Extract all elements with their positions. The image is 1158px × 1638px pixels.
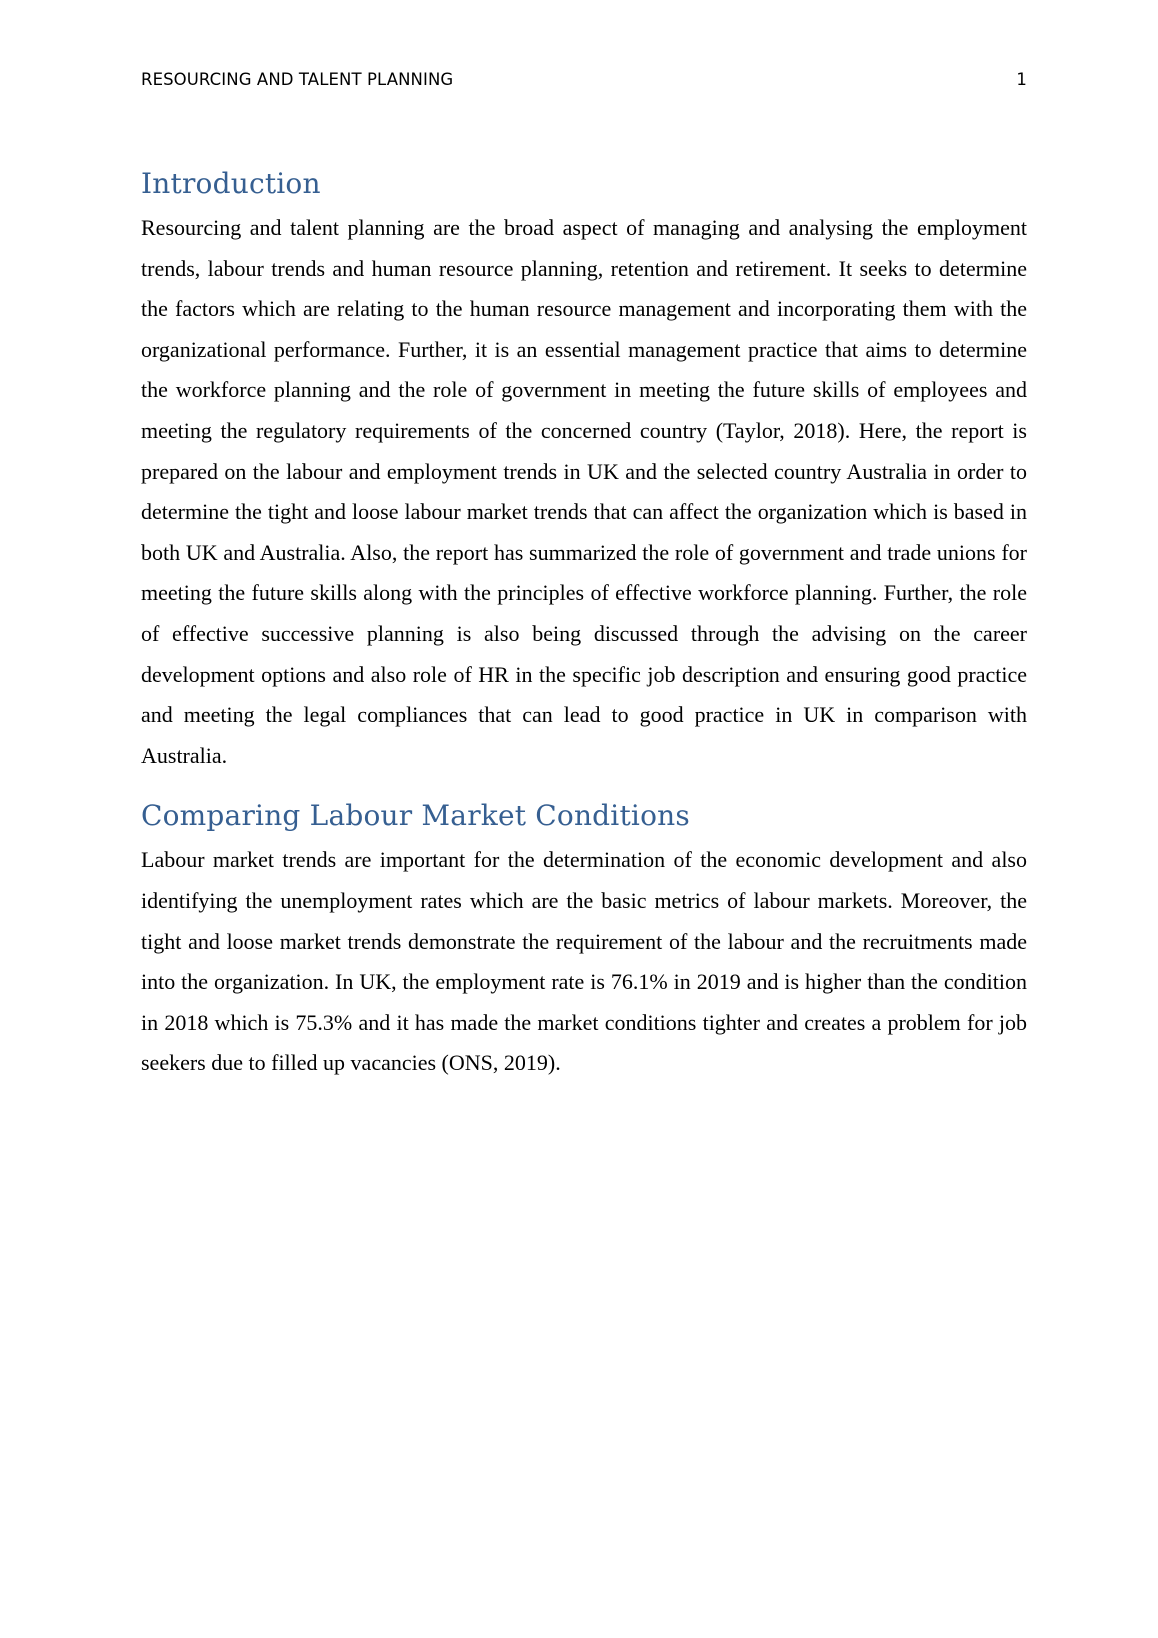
comparing-labour-market-paragraph: Labour market trends are important for the determination of the economic development and also identifying the unemployment rates which are the basic metrics of labour markets. Moreover, the tight and loose market trends demonstrate the requirement of the labour and the recruitments made into the organization. In UK, the employment rate is 76.1% in 2019 and is higher than the condition in 2018 which is 75.3% and it has made the market conditions tighter and creates a problem for job seekers due to filled up vacancies (ONS, 2019). bbox=[141, 847, 1027, 1076]
section-introduction bbox=[141, 160, 1027, 776]
introduction-heading: Introduction bbox=[141, 167, 321, 200]
running-head-title: RESOURCING AND TALENT PLANNING bbox=[141, 70, 454, 89]
section-comparing-labour-market bbox=[141, 792, 1027, 1084]
document-body bbox=[141, 160, 1027, 1084]
introduction-paragraph: Resourcing and talent planning are the broad aspect of managing and analysing the employment trends, labour trends and human resource planning, retention and retirement. It seeks to determine the factors which are relating to the human resource management and incorporating them with the organizational performance. Further, it is an essential management practice that aims to determine the workforce planning and the role of government in meeting the future skills of employees and meeting the regulatory requirements of the concerned country (Taylor, 2018). Here, the report is prepared on the labour and employment trends in UK and the selected country Australia in order to determine the tight and loose labour market trends that can affect the organization which is based in both UK and Australia. Also, the report has summarized the role of government and trade unions for meeting the future skills along with the principles of effective workforce planning. Further, the role of effective successive planning is also being discussed through the advising on the career development options and also role of HR in the specific job description and ensuring good practice and meeting the legal compliances that can lead to good practice in UK in comparison with Australia. bbox=[141, 215, 1027, 768]
comparing-labour-market-heading: Comparing Labour Market Conditions bbox=[141, 799, 690, 833]
page-header bbox=[141, 70, 1027, 94]
page-number: 1 bbox=[1016, 70, 1027, 89]
